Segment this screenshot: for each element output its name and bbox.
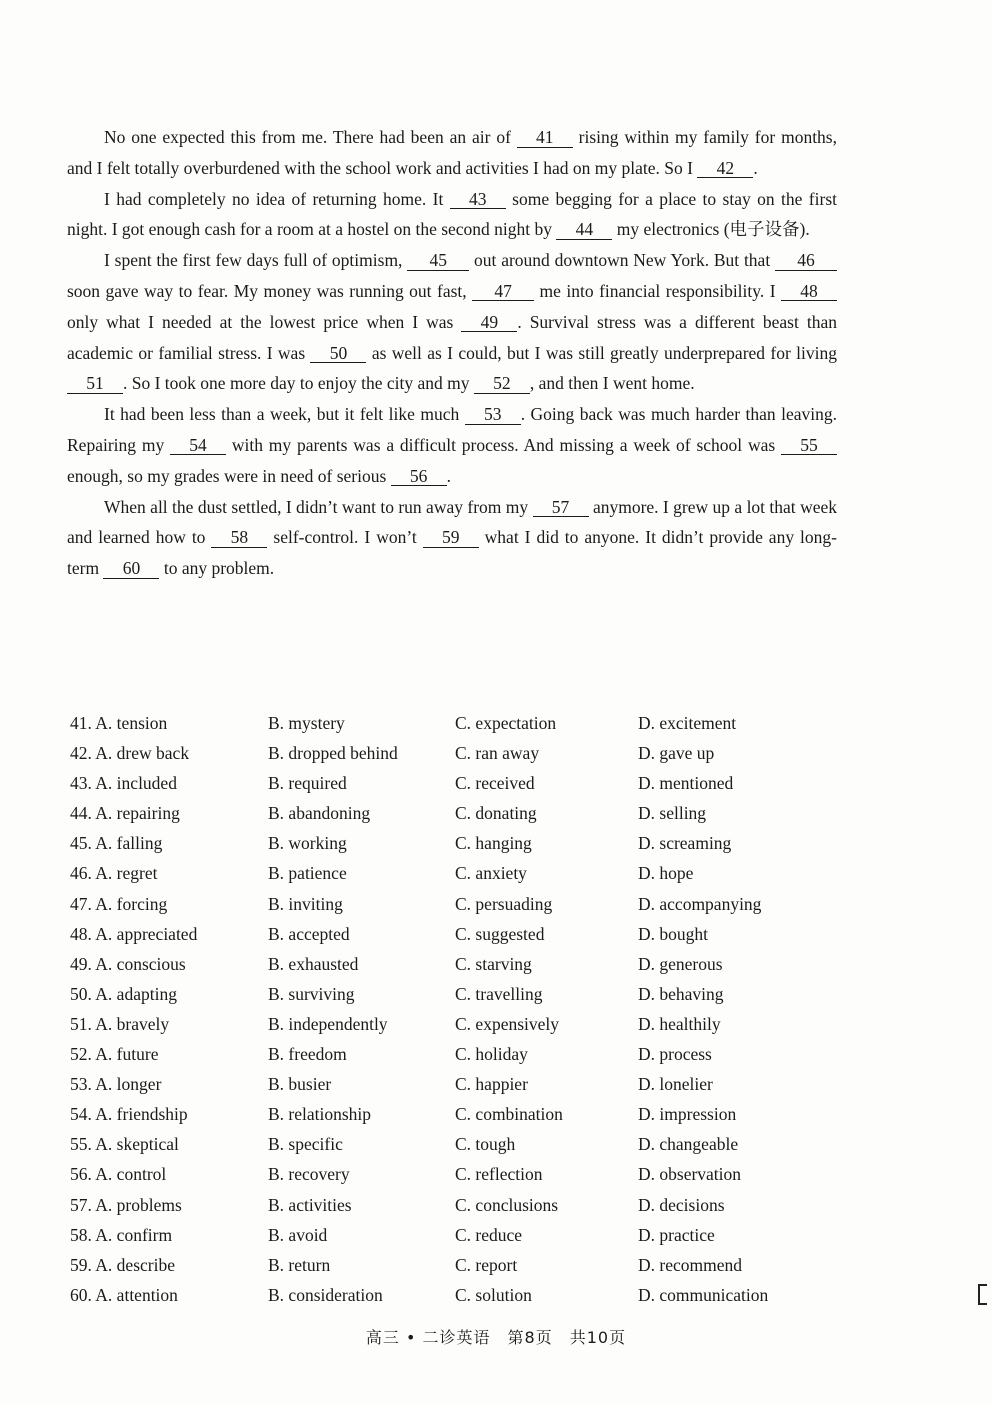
option-c: C. reflection <box>455 1164 543 1185</box>
question-number: 49. <box>70 953 92 974</box>
text: anymore. I grew up a lot that week and learned how to <box>67 496 837 548</box>
blank-44: 44 <box>556 221 612 240</box>
text: what I did to anyone. It didn’t provide any long-term <box>67 527 837 579</box>
option-b: B. exhausted <box>268 953 359 974</box>
option-d: D. mentioned <box>638 773 734 794</box>
blank-43: 43 <box>450 191 506 210</box>
option-c: C. holiday <box>455 1044 528 1065</box>
option-a <box>70 889 167 919</box>
text: . Going back was much harder than leaving. Repairing my <box>67 404 837 455</box>
option-row <box>70 1190 850 1220</box>
question-number: 54. <box>70 1104 92 1125</box>
option-c: C. hanging <box>455 833 532 854</box>
blank-58: 58 <box>211 529 267 548</box>
option-c: C. tough <box>455 1134 516 1155</box>
option-d: D. process <box>638 1044 712 1065</box>
option-a-text: A. adapting <box>95 983 177 1004</box>
option-row <box>70 889 850 919</box>
text: to any problem. <box>159 558 275 579</box>
option-a-text: A. describe <box>95 1254 175 1275</box>
option-b: B. return <box>268 1254 331 1275</box>
cloze-passage <box>67 122 837 584</box>
option-a <box>70 738 189 768</box>
option-a <box>70 1159 166 1189</box>
option-b: B. relationship <box>268 1104 372 1125</box>
text: It had been less than a week, but it felt like much <box>104 404 465 425</box>
blank-46: 46 <box>775 252 837 271</box>
option-b: B. independently <box>268 1013 388 1034</box>
option-row <box>70 949 850 979</box>
text: . Survival stress was a different beast than academic or familial stress. I was <box>67 311 837 363</box>
blank-59: 59 <box>423 529 479 548</box>
paragraph-3 <box>67 245 837 399</box>
option-a-text: A. regret <box>95 863 158 884</box>
blank-50: 50 <box>310 345 366 364</box>
question-number: 57. <box>70 1194 92 1215</box>
text: . <box>446 465 452 486</box>
option-row <box>70 858 850 888</box>
option-row <box>70 798 850 828</box>
option-a-text: A. appreciated <box>95 923 198 944</box>
option-a <box>70 919 197 949</box>
option-c: C. combination <box>455 1104 563 1125</box>
blank-51: 51 <box>67 375 123 394</box>
option-b: B. busier <box>268 1074 332 1095</box>
option-row <box>70 1069 850 1099</box>
question-number: 58. <box>70 1224 92 1245</box>
option-d: D. healthily <box>638 1013 721 1034</box>
option-row <box>70 1009 850 1039</box>
option-a <box>70 979 177 1009</box>
question-number: 52. <box>70 1044 92 1065</box>
text: as well as I could, but I was still greatly underprepared for living <box>366 342 837 363</box>
option-c: C. happier <box>455 1074 528 1095</box>
option-a-text: A. problems <box>95 1194 182 1215</box>
question-number: 45. <box>70 833 92 854</box>
text: only what I needed at the lowest price when I was <box>67 311 462 332</box>
text: self-control. I won’t <box>267 527 423 548</box>
option-a-text: A. attention <box>95 1284 178 1305</box>
option-a-text: A. future <box>95 1044 159 1065</box>
option-a-text: A. confirm <box>95 1224 173 1245</box>
option-d: D. lonelier <box>638 1074 713 1095</box>
option-b: B. surviving <box>268 983 355 1004</box>
blank-42: 42 <box>697 160 753 179</box>
option-a-text: A. bravely <box>95 1013 170 1034</box>
blank-54: 54 <box>170 437 226 456</box>
option-c: C. expectation <box>455 713 557 733</box>
option-a-text: A. forcing <box>95 893 168 914</box>
option-b: B. dropped behind <box>268 743 398 764</box>
option-a-text: A. repairing <box>95 803 180 824</box>
option-c: C. travelling <box>455 983 543 1004</box>
option-c: C. solution <box>455 1284 532 1305</box>
blank-53: 53 <box>465 406 521 425</box>
option-b: B. activities <box>268 1194 352 1215</box>
option-d: D. selling <box>638 803 707 824</box>
question-number: 55. <box>70 1134 92 1155</box>
margin-bracket-mark <box>978 1284 987 1305</box>
option-c: C. reduce <box>455 1224 523 1245</box>
blank-55: 55 <box>781 437 837 456</box>
text: . So I took one more day to enjoy the city and my <box>123 373 474 394</box>
blank-60: 60 <box>103 560 159 579</box>
option-d: D. observation <box>638 1164 742 1185</box>
option-d: D. behaving <box>638 983 724 1004</box>
option-row <box>70 1280 850 1310</box>
question-number: 53. <box>70 1074 92 1095</box>
option-d: D. changeable <box>638 1134 739 1155</box>
option-a <box>70 858 158 888</box>
option-a-text: A. falling <box>95 833 163 854</box>
question-number: 42. <box>70 743 92 764</box>
answer-options <box>70 708 850 1310</box>
option-b: B. inviting <box>268 893 343 914</box>
option-row <box>70 919 850 949</box>
option-d: D. screaming <box>638 833 732 854</box>
option-row <box>70 768 850 798</box>
option-d: D. gave up <box>638 743 715 764</box>
option-row <box>70 1129 850 1159</box>
option-a-text: A. included <box>95 773 177 794</box>
option-c: C. received <box>455 773 535 794</box>
option-d: D. generous <box>638 953 723 974</box>
text: No one expected this from me. There had been an air of <box>104 127 517 147</box>
option-a <box>70 1220 172 1250</box>
option-b: B. recovery <box>268 1164 350 1185</box>
paragraph-2 <box>67 184 837 246</box>
option-a-text: A. skeptical <box>95 1134 179 1155</box>
text: rising within my family for months, and I felt totally overburdened with the school work and activities I had on my plate. So I <box>67 127 837 178</box>
option-c: C. ran away <box>455 743 540 764</box>
option-a <box>70 708 167 738</box>
option-a-text: A. friendship <box>95 1104 188 1125</box>
option-a <box>70 949 186 979</box>
option-d: D. recommend <box>638 1254 742 1275</box>
option-d: D. communication <box>638 1284 769 1305</box>
option-b: B. required <box>268 773 347 794</box>
option-c: C. persuading <box>455 893 553 914</box>
option-a-text: A. drew back <box>95 743 190 764</box>
question-number: 48. <box>70 923 92 944</box>
option-d: D. bought <box>638 923 708 944</box>
option-a <box>70 1099 188 1129</box>
option-d: D. accompanying <box>638 893 762 914</box>
option-b: B. consideration <box>268 1284 383 1305</box>
text: , and then I went home. <box>529 373 695 394</box>
question-number: 47. <box>70 893 92 914</box>
text: soon gave way to fear. My money was running out fast, <box>67 280 473 301</box>
question-number: 44. <box>70 803 92 824</box>
blank-47: 47 <box>472 283 534 302</box>
option-c: C. starving <box>455 953 532 974</box>
question-number: 60. <box>70 1284 92 1305</box>
question-number: 41. <box>70 713 92 733</box>
option-a-text: A. conscious <box>95 953 186 974</box>
question-number: 59. <box>70 1254 92 1275</box>
option-row <box>70 1159 850 1189</box>
option-b: B. mystery <box>268 713 345 733</box>
blank-56: 56 <box>391 468 447 487</box>
option-c: C. expensively <box>455 1013 560 1034</box>
option-row <box>70 708 850 738</box>
option-a <box>70 1129 179 1159</box>
text: I spent the first few days full of optimism, <box>104 250 408 271</box>
option-d: D. practice <box>638 1224 715 1245</box>
option-a <box>70 1009 169 1039</box>
question-number: 50. <box>70 983 92 1004</box>
option-row <box>70 1250 850 1280</box>
option-row <box>70 979 850 1009</box>
blank-41: 41 <box>517 129 573 148</box>
option-a <box>70 1250 175 1280</box>
text: some begging for a place to stay on the first night. I got enough cash for a room at a hostel on the second night by <box>67 188 837 240</box>
blank-57: 57 <box>533 499 589 518</box>
option-row <box>70 1220 850 1250</box>
option-b: B. specific <box>268 1134 343 1155</box>
option-b: B. avoid <box>268 1224 328 1245</box>
blank-49: 49 <box>461 314 517 333</box>
question-number: 56. <box>70 1164 92 1185</box>
option-a <box>70 1069 161 1099</box>
blank-52: 52 <box>474 375 530 394</box>
option-d: D. decisions <box>638 1194 725 1215</box>
option-a <box>70 768 177 798</box>
option-c: C. donating <box>455 803 537 824</box>
option-b: B. accepted <box>268 923 350 944</box>
option-b: B. patience <box>268 863 347 884</box>
option-d: D. excitement <box>638 713 737 733</box>
option-c: C. conclusions <box>455 1194 559 1215</box>
option-row <box>70 1099 850 1129</box>
option-a <box>70 1190 182 1220</box>
option-d: D. hope <box>638 863 694 884</box>
page-footer: 高三 • 二诊英语 第8页 共10页 <box>365 1328 627 1347</box>
text: with my parents was a difficult process. And missing a week of school was <box>226 434 781 455</box>
option-a <box>70 1280 178 1310</box>
question-number: 43. <box>70 773 92 794</box>
option-c: C. report <box>455 1254 518 1275</box>
option-a-text: A. control <box>95 1164 167 1185</box>
paragraph-4 <box>67 399 837 491</box>
option-a <box>70 828 162 858</box>
question-number: 51. <box>70 1013 92 1034</box>
text: me into financial responsibility. I <box>534 280 781 301</box>
option-a-text: A. tension <box>95 713 168 733</box>
option-c: C. anxiety <box>455 863 527 884</box>
option-b: B. working <box>268 833 347 854</box>
option-d: D. impression <box>638 1104 737 1125</box>
blank-45: 45 <box>407 252 469 271</box>
option-b: B. freedom <box>268 1044 347 1065</box>
text: . <box>753 157 758 178</box>
paragraph-5 <box>67 492 837 584</box>
option-b: B. abandoning <box>268 803 371 824</box>
text: out around downtown New York. But that <box>469 250 775 271</box>
option-row <box>70 828 850 858</box>
option-a-text: A. longer <box>95 1074 162 1095</box>
question-number: 46. <box>70 863 92 884</box>
blank-48: 48 <box>781 283 837 302</box>
text: When all the dust settled, I didn’t want to run away from my <box>104 496 533 517</box>
option-a <box>70 1039 158 1069</box>
option-c: C. suggested <box>455 923 545 944</box>
text: I had completely no idea of returning home. It <box>104 188 450 209</box>
text: enough, so my grades were in need of serious <box>67 465 391 486</box>
option-row <box>70 1039 850 1069</box>
text: my electronics (电子设备). <box>612 219 810 240</box>
option-a <box>70 798 180 828</box>
option-row <box>70 738 850 768</box>
paragraph-1 <box>67 122 837 184</box>
